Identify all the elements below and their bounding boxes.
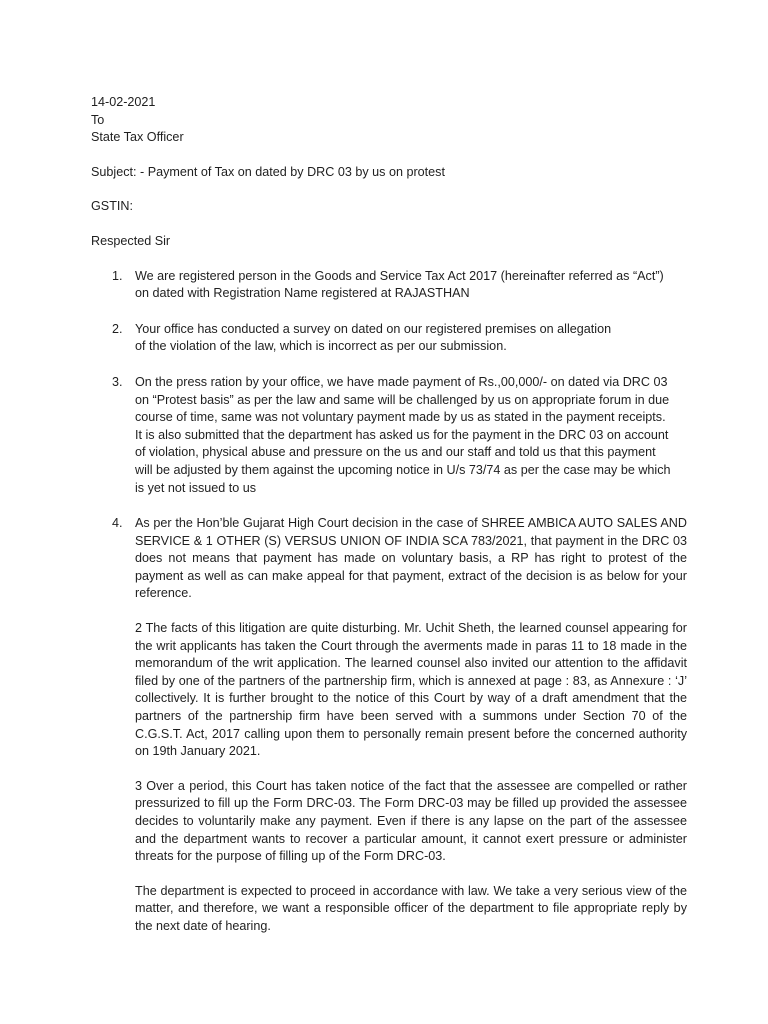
numbered-points: [91, 268, 687, 936]
extract-paragraph-4: The department is expected to proceed in accordance with law. We take a very serious view of the matter, and therefore, we want a responsible officer of the department to file appropriate reply by the next date of hearing.: [135, 883, 687, 933]
letter-subject: Subject: - Payment of Tax on dated by DRC 03 by us on protest: [91, 164, 445, 179]
letter-to: To: [91, 112, 105, 127]
point-line: We are registered person in the Goods and Service Tax Act 2017 (hereinafter referred as “Act”): [135, 268, 664, 283]
point-line: on dated with Registration Name registered at RAJASTHAN: [135, 286, 470, 301]
salutation: Respected Sir: [91, 233, 171, 248]
point-line: course of time, same was not voluntary payment made by us as stated in the payment receipts.: [135, 410, 666, 425]
point-1: [91, 268, 687, 303]
point-number: 2.: [112, 321, 123, 336]
point-4: [91, 515, 687, 935]
point-line: It is also submitted that the department has asked us for the payment in the DRC 03 on account: [135, 427, 669, 442]
letter-recipient: State Tax Officer: [91, 130, 184, 145]
extract-paragraph-3: 3 Over a period, this Court has taken notice of the fact that the assessee are compelled or rather pressurized to fill up the Form DRC-03. The Form DRC-03 may be filled up provided the assessee decides to voluntarily make any payment. Even if there is any lapse on the part of the assessee and the department wants to recover a particular amount, it cannot exert pressure or administer threats for the purpose of filling up of the Form DRC-03.: [135, 778, 687, 864]
point-number: 3.: [112, 374, 123, 389]
letter-body: [91, 94, 687, 936]
point-number: 1.: [112, 268, 123, 283]
point-line: of violation, physical abuse and pressure on the us and our staff and told us that this payment: [135, 445, 656, 460]
letter-date: 14-02-2021: [91, 95, 156, 109]
point-line: On the press ration by your office, we have made payment of Rs.,00,000/- on dated via DRC 03: [135, 374, 668, 389]
point-line: is yet not issued to us: [135, 480, 257, 495]
point-4-intro: As per the Hon’ble Gujarat High Court decision in the case of SHREE AMBICA AUTO SALES AND SERVICE & 1 OTHER (S) VERSUS UNION OF INDIA SCA 783/2021, that payment in the DRC 03 does not means that payment has made on voluntary basis, a RP has right to protest of the payment as well as can make appeal for that payment, extract of the decision is as below for your reference.: [135, 516, 687, 601]
point-line: will be adjusted by them against the upcoming notice in U/s 73/74 as per the case may be which: [135, 462, 671, 477]
point-line: on “Protest basis” as per the law and same will be challenged by us on appropriate forum in due: [135, 392, 670, 407]
point-number: 4.: [112, 516, 123, 531]
gstin-label: GSTIN:: [91, 199, 133, 214]
point-2: [91, 321, 687, 356]
point-line: of the violation of the law, which is incorrect as per our submission.: [135, 339, 507, 354]
extract-paragraph-2: 2 The facts of this litigation are quite disturbing. Mr. Uchit Sheth, the learned counsel appearing for the writ applicants has taken the Court through the averments made in paras 11 to 18 made in the memorandum of the writ application. The learned counsel also invited our attention to the affidavit filed by one of the partners of the partnership firm, which is annexed at page : 83, as Annexure : ‘J’ collectively. It is further brought to the notice of this Court by way of a draft amendment that the partners of the partnership firm have been served with a summons under Section 70 of the C.G.S.T. Act, 2017 calling upon them to personally remain present before the concerned authority on 19th January 2021.: [135, 621, 687, 759]
point-line: Your office has conducted a survey on dated on our registered premises on allegation: [135, 321, 612, 336]
point-3: [91, 374, 687, 497]
